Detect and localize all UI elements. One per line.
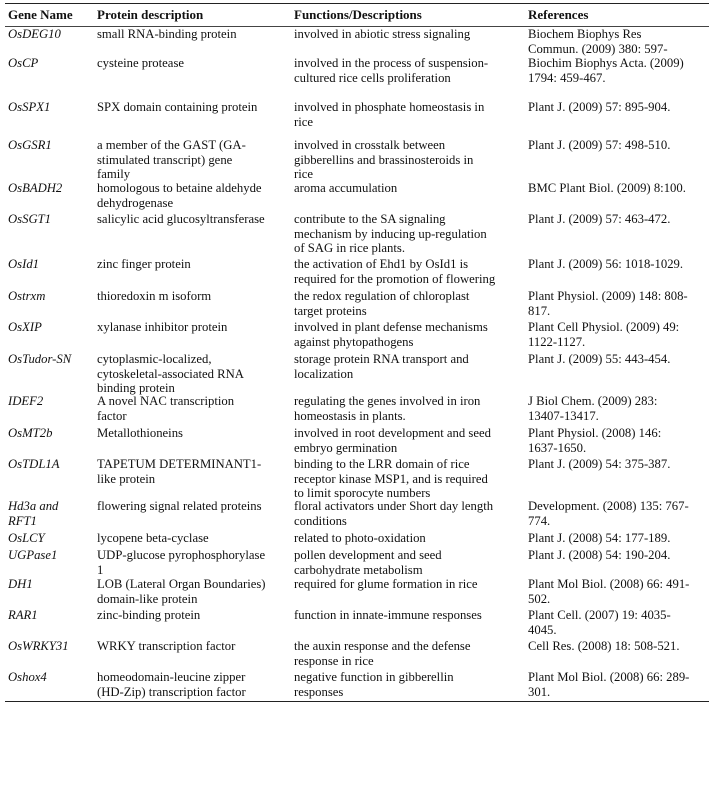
reference-cell: Plant Cell. (2007) 19: 4035- 4045. <box>528 608 671 637</box>
header-functions: Functions/Descriptions <box>294 7 422 22</box>
gene-name-cell: OsDEG10 <box>8 27 61 41</box>
reference-cell: Plant J. (2009) 54: 375-387. <box>528 457 671 471</box>
reference-cell: Plant Cell Physiol. (2009) 49: 1122-1127. <box>528 320 680 349</box>
reference-cell: Plant J. (2008) 54: 190-204. <box>528 548 671 562</box>
function-description-cell: the redox regulation of chloroplast target proteins <box>294 289 470 318</box>
protein-description-cell: thioredoxin m isoform <box>97 289 212 303</box>
reference-cell: Biochem Biophys Res Commun. (2009) 380: 597- <box>528 27 668 56</box>
table-bottom-rule <box>5 701 709 702</box>
protein-description-cell: zinc finger protein <box>97 257 191 271</box>
header-references: References <box>528 7 589 22</box>
table-body <box>5 27 709 700</box>
reference-cell: Plant Physiol. (2008) 146: 1637-1650. <box>528 426 662 455</box>
protein-description-cell: A novel NAC transcription factor <box>97 394 235 423</box>
table-row <box>5 608 709 639</box>
gene-name-cell: OsCP <box>8 56 39 70</box>
function-description-cell: involved in root development and seed embryo germination <box>294 426 491 455</box>
function-description-cell: related to photo-oxidation <box>294 531 426 545</box>
protein-description-cell: a member of the GAST (GA- stimulated transcript) gene family <box>97 138 246 181</box>
protein-description-cell: flowering signal related proteins <box>97 499 262 513</box>
protein-description-cell: salicylic acid glucosyltransferase <box>97 212 265 226</box>
table-row <box>5 320 709 352</box>
table-row <box>5 426 709 457</box>
protein-description-cell: UDP-glucose pyrophosphorylase 1 <box>97 548 266 577</box>
reference-cell: Plant Mol Biol. (2008) 66: 289- 301. <box>528 670 690 699</box>
gene-name-cell: OsSGT1 <box>8 212 52 226</box>
function-description-cell: pollen development and seed carbohydrate metabolism <box>294 548 442 577</box>
function-description-cell: the activation of Ehd1 by OsId1 is required for the promotion of flowering <box>294 257 496 286</box>
table-row <box>5 257 709 289</box>
protein-description-cell: small RNA-binding protein <box>97 27 237 41</box>
gene-name-cell: OsGSR1 <box>8 138 52 152</box>
reference-cell: J Biol Chem. (2009) 283: 13407-13417. <box>528 394 658 423</box>
reference-cell: BMC Plant Biol. (2009) 8:100. <box>528 181 686 195</box>
gene-name-cell: OsXIP <box>8 320 42 334</box>
reference-cell: Plant J. (2009) 57: 463-472. <box>528 212 671 226</box>
table-row <box>5 289 709 320</box>
table-row <box>5 531 709 548</box>
gene-name-cell: OsMT2b <box>8 426 53 440</box>
table-row <box>5 639 709 670</box>
protein-description-cell: SPX domain containing protein <box>97 100 258 114</box>
header-protein-description: Protein description <box>97 7 204 22</box>
gene-name-cell: Oshox4 <box>8 670 47 684</box>
reference-cell: Plant Mol Biol. (2008) 66: 491- 502. <box>528 577 690 606</box>
table-row <box>5 394 709 426</box>
function-description-cell: involved in crosstalk between gibberellins and brassinosteroids in rice <box>294 138 474 181</box>
function-description-cell: required for glume formation in rice <box>294 577 478 591</box>
function-description-cell: floral activators under Short day length conditions <box>294 499 494 528</box>
protein-description-cell: Metallothioneins <box>97 426 183 440</box>
table-row <box>5 212 709 257</box>
table-row <box>5 181 709 212</box>
function-description-cell: function in innate-immune responses <box>294 608 482 622</box>
header-gene-name: Gene Name <box>8 7 73 22</box>
gene-name-cell: Hd3a and RFT1 <box>8 499 59 528</box>
table-row <box>5 670 709 700</box>
protein-description-cell: homologous to betaine aldehyde dehydrogenase <box>97 181 262 210</box>
gene-name-cell: OsId1 <box>8 257 40 271</box>
function-description-cell: regulating the genes involved in iron homeostasis in plants. <box>294 394 481 423</box>
gene-name-cell: OsLCY <box>8 531 45 545</box>
gene-table <box>5 3 709 702</box>
protein-description-cell: lycopene beta-cyclase <box>97 531 209 545</box>
reference-cell: Plant J. (2009) 57: 895-904. <box>528 100 671 114</box>
function-description-cell: contribute to the SA signaling mechanism by inducing up-regulation of SAG in rice plants. <box>294 212 487 255</box>
protein-description-cell: zinc-binding protein <box>97 608 201 622</box>
function-description-cell: involved in plant defense mechanisms against phytopathogens <box>294 320 488 349</box>
table-row <box>5 457 709 499</box>
reference-cell: Biochim Biophys Acta. (2009) 1794: 459-467. <box>528 56 684 85</box>
gene-name-cell: OsBADH2 <box>8 181 63 195</box>
reference-cell: Plant J. (2008) 54: 177-189. <box>528 531 671 545</box>
protein-description-cell: homeodomain-leucine zipper (HD-Zip) transcription factor <box>97 670 246 699</box>
function-description-cell: binding to the LRR domain of rice receptor kinase MSP1, and is required to limit sporocyte numbers <box>294 457 488 500</box>
table-row <box>5 138 709 181</box>
reference-cell: Plant J. (2009) 56: 1018-1029. <box>528 257 684 271</box>
reference-cell: Development. (2008) 135: 767- 774. <box>528 499 689 528</box>
gene-name-cell: Ostrxm <box>8 289 46 303</box>
table-row <box>5 577 709 608</box>
reference-cell: Plant J. (2009) 55: 443-454. <box>528 352 671 366</box>
gene-name-cell: OsTudor-SN <box>8 352 72 366</box>
function-description-cell: involved in abiotic stress signaling <box>294 27 471 41</box>
protein-description-cell: cytoplasmic-localized, cytoskeletal-associated RNA binding protein <box>97 352 244 395</box>
reference-cell: Plant Physiol. (2009) 148: 808- 817. <box>528 289 688 318</box>
table-row <box>5 56 709 100</box>
function-description-cell: storage protein RNA transport and localization <box>294 352 469 381</box>
table-row <box>5 352 709 394</box>
gene-name-cell: OsTDL1A <box>8 457 60 471</box>
protein-description-cell: WRKY transcription factor <box>97 639 236 653</box>
gene-name-cell: DH1 <box>8 577 33 591</box>
table-row <box>5 100 709 138</box>
gene-name-cell: OsWRKY31 <box>8 639 69 653</box>
table-header <box>5 4 709 26</box>
reference-cell: Cell Res. (2008) 18: 508-521. <box>528 639 680 653</box>
protein-description-cell: TAPETUM DETERMINANT1- like protein <box>97 457 262 486</box>
function-description-cell: involved in the process of suspension- cultured rice cells proliferation <box>294 56 489 85</box>
protein-description-cell: cysteine protease <box>97 56 185 70</box>
gene-name-cell: OsSPX1 <box>8 100 51 114</box>
table-row <box>5 548 709 577</box>
function-description-cell: negative function in gibberellin responses <box>294 670 454 699</box>
reference-cell: Plant J. (2009) 57: 498-510. <box>528 138 671 152</box>
gene-name-cell: IDEF2 <box>8 394 44 408</box>
protein-description-cell: xylanase inhibitor protein <box>97 320 228 334</box>
table-row <box>5 499 709 531</box>
gene-name-cell: UGPase1 <box>8 548 58 562</box>
gene-name-cell: RAR1 <box>8 608 38 622</box>
function-description-cell: aroma accumulation <box>294 181 398 195</box>
protein-description-cell: LOB (Lateral Organ Boundaries) domain-like protein <box>97 577 266 606</box>
table-row <box>5 27 709 56</box>
function-description-cell: involved in phosphate homeostasis in rice <box>294 100 485 129</box>
function-description-cell: the auxin response and the defense response in rice <box>294 639 471 668</box>
